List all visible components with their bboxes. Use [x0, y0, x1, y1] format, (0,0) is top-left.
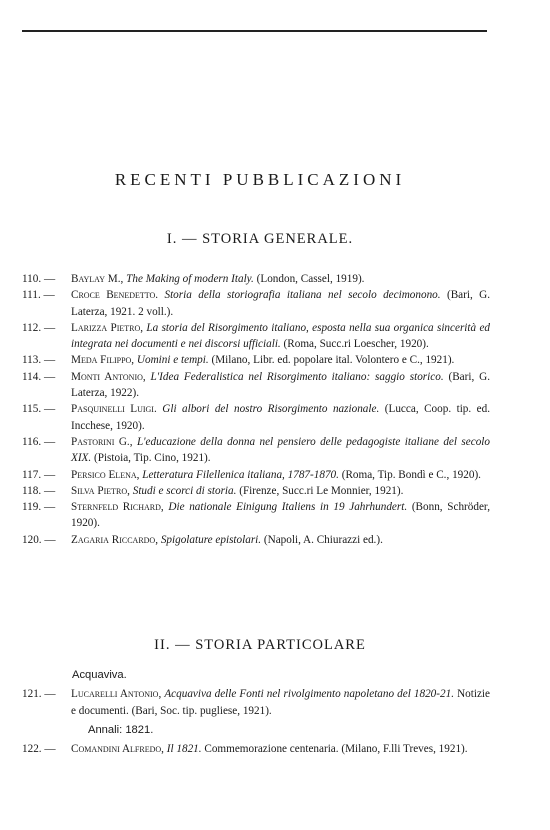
entry-number: 119. —	[22, 501, 56, 514]
entry-publication: (Lucca, Coop. tip. ed. Incchese, 1920).	[71, 403, 491, 432]
entry-title: The Making of modern Italy.	[126, 273, 254, 285]
entry-number: 112. —	[22, 321, 56, 334]
list-item	[22, 352, 490, 368]
entry-publication: Commemorazione centenaria. (Milano, F.lli Treves, 1921).	[204, 743, 468, 756]
entry-list-storia-particolare	[22, 667, 490, 757]
entry-number: 118. —	[22, 484, 56, 497]
list-item	[22, 271, 490, 287]
entry-author: Sternfeld Richard,	[71, 501, 164, 514]
entry-publication: (Pistoia, Tip. Cino, 1921).	[94, 452, 211, 465]
top-rule	[22, 30, 487, 32]
entry-title: Letteratura Filellenica italiana, 1787-1870.	[142, 468, 339, 481]
page-title: RECENTI PUBBLICAZIONI	[114, 170, 406, 189]
entry-number: 114. —	[22, 370, 56, 383]
entry-title: Spigolature epistolari.	[160, 533, 262, 546]
entry-title: Gli albori del nostro Risorgimento nazionale.	[162, 403, 380, 416]
entry-list-storia-generale	[22, 271, 490, 548]
entry-author: Lucarelli Antonio,	[71, 688, 162, 701]
entry-title: Storia della storiografia italiana nel secolo decimonono.	[164, 289, 441, 302]
entry-number: 113. —	[22, 354, 56, 367]
entry-author: Croce Benedetto.	[71, 289, 159, 302]
entry-author: Pasquinelli Luigi.	[71, 403, 157, 416]
entry-number: 120. —	[22, 533, 56, 546]
list-item	[22, 434, 490, 467]
entry-author: Baylay M.,	[71, 273, 124, 285]
entry-publication: (Bari, G. Laterza, 1922).	[71, 370, 491, 400]
entry-title: L'educazione della donna nel pensiero delle pedagogiste italiane del secolo XIX.	[71, 435, 491, 465]
section-heading-storia-generale: I. — STORIA GENERALE.	[166, 231, 354, 247]
entry-author: Monti Antonio,	[71, 370, 146, 383]
entry-number: 115. —	[22, 403, 56, 416]
entry-author: Silva Pietro,	[71, 484, 130, 497]
entry-publication: (Firenze, Succ.ri Le Monnier, 1921).	[239, 484, 404, 497]
entry-publication: Notizie e documenti. (Bari, Soc. tip. pugliese, 1921).	[71, 688, 491, 717]
entry-publication: (London, Cassel, 1919).	[256, 273, 365, 285]
entry-author: Zagaria Riccardo,	[71, 533, 159, 546]
entry-publication: (Napoli, A. Chiurazzi ed.).	[263, 533, 383, 546]
entry-author: Comandini Alfredo,	[71, 743, 164, 756]
entry-number: 121. —	[22, 688, 56, 701]
entry-number: 111. —	[22, 289, 55, 302]
entry-publication: (Roma, Succ.ri Loescher, 1920).	[283, 338, 429, 351]
entry-number: 110. —	[22, 273, 56, 285]
subheading-annali: Annali: 1821.	[88, 723, 154, 736]
entry-author: Persico Elena,	[71, 468, 140, 481]
list-item	[22, 686, 490, 719]
entry-publication: (Bari, G. Laterza, 1921. 2 voll.).	[71, 289, 491, 318]
entry-number: 117. —	[22, 468, 56, 481]
list-item	[22, 741, 490, 757]
entry-title: Il 1821.	[166, 743, 202, 756]
entry-number: 122. —	[22, 743, 56, 756]
entry-title: La storia del Risorgimento italiano, esposta nella sua organica sincerità ed integrata nei documenti e nei discorsi ufficiali.	[71, 321, 491, 351]
list-item	[22, 320, 490, 353]
entry-title: Acquaviva delle Fonti nel rivolgimento napoletano del 1820-21.	[164, 688, 454, 701]
entry-publication: (Bonn, Schröder, 1920).	[71, 501, 490, 530]
list-item	[22, 467, 490, 483]
list-item	[22, 499, 490, 532]
section-heading-storia-particolare: II. — STORIA PARTICOLARE	[154, 637, 366, 653]
entry-author: Meda Filippo,	[71, 354, 135, 367]
entry-publication: (Milano, Libr. ed. popolare ital. Volontero e C., 1921).	[211, 354, 455, 367]
entry-number: 116. —	[22, 435, 56, 448]
entry-title: Uomini e tempi.	[136, 354, 209, 367]
entry-author: Pastorini G.,	[71, 435, 133, 448]
list-item	[22, 483, 490, 499]
entry-publication: (Roma, Tip. Bondì e C., 1920).	[341, 468, 481, 481]
entry-title: Studi e scorci di storia.	[132, 484, 237, 497]
list-item	[22, 369, 490, 402]
list-item	[22, 287, 490, 320]
entry-author: Larizza Pietro,	[71, 321, 144, 334]
entry-title: L'Idea Federalistica nel Risorgimento italiano: saggio storico.	[150, 370, 444, 383]
subheading-place: Acquaviva.	[72, 669, 127, 681]
list-item	[22, 532, 490, 548]
entry-title: Die nationale Einigung Italiens in 19 Jahrhundert.	[168, 501, 408, 514]
list-item	[22, 401, 490, 434]
